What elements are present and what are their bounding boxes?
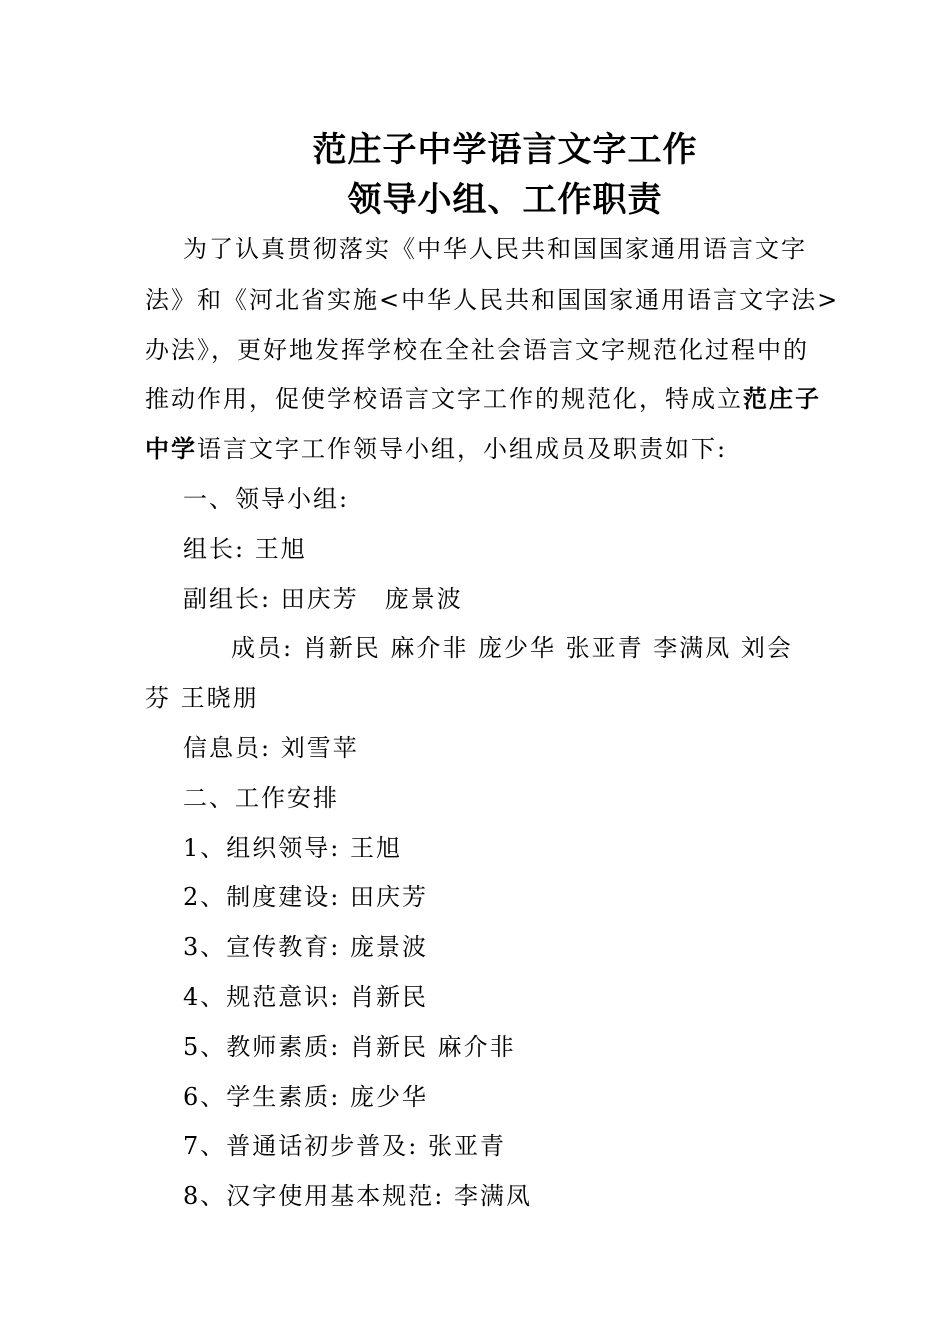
deputy-leader-line: 副组长: 田庆芳 庞景波	[183, 585, 463, 613]
work-item-7: 7、普通话初步普及: 张亚青	[183, 1132, 506, 1160]
intro-line-4	[145, 384, 821, 414]
section-1-heading: 一、领导小组:	[183, 485, 350, 513]
document-title-line-2: 领导小组、工作职责	[347, 180, 663, 220]
work-item-2: 2、制度建设: 田庆芳	[183, 883, 428, 911]
members-line-2: 芬 王晓朋	[145, 684, 259, 712]
intro-line-1: 为了认真贯彻落实《中华人民共和国国家通用语言文字	[183, 235, 807, 263]
school-name-part-1: 范庄子	[743, 384, 821, 413]
work-item-8: 8、汉字使用基本规范: 李满凤	[183, 1182, 532, 1210]
intro-line-5	[145, 434, 727, 464]
work-item-3: 3、宣传教育: 庞景波	[183, 933, 428, 961]
work-item-4: 4、规范意识: 肖新民	[183, 983, 428, 1011]
leader-line: 组长: 王旭	[183, 535, 307, 563]
members-line-1: 成员: 肖新民 麻介非 庞少华 张亚青 李满凤 刘会	[231, 634, 793, 662]
school-name-part-2: 中学	[145, 434, 197, 463]
work-item-6: 6、学生素质: 庞少华	[183, 1083, 428, 1111]
intro-line-2: 法》和《河北省实施<中华人民共和国国家通用语言文字法>	[145, 286, 840, 314]
intro-line-5-text: 语言文字工作领导小组，小组成员及职责如下:	[197, 435, 728, 463]
work-item-5: 5、教师素质: 肖新民 麻介非	[183, 1033, 516, 1061]
intro-line-3: 办法》，更好地发挥学校在全社会语言文字规范化过程中的	[145, 336, 809, 364]
work-item-1: 1、组织领导: 王旭	[183, 834, 402, 862]
info-officer-line: 信息员: 刘雪苹	[183, 734, 359, 762]
intro-line-4-text: 推动作用，促使学校语言文字工作的规范化，特成立	[145, 385, 743, 413]
document-title-line-1: 范庄子中学语言文字工作	[312, 130, 698, 170]
section-2-heading: 二、工作安排	[183, 784, 339, 812]
